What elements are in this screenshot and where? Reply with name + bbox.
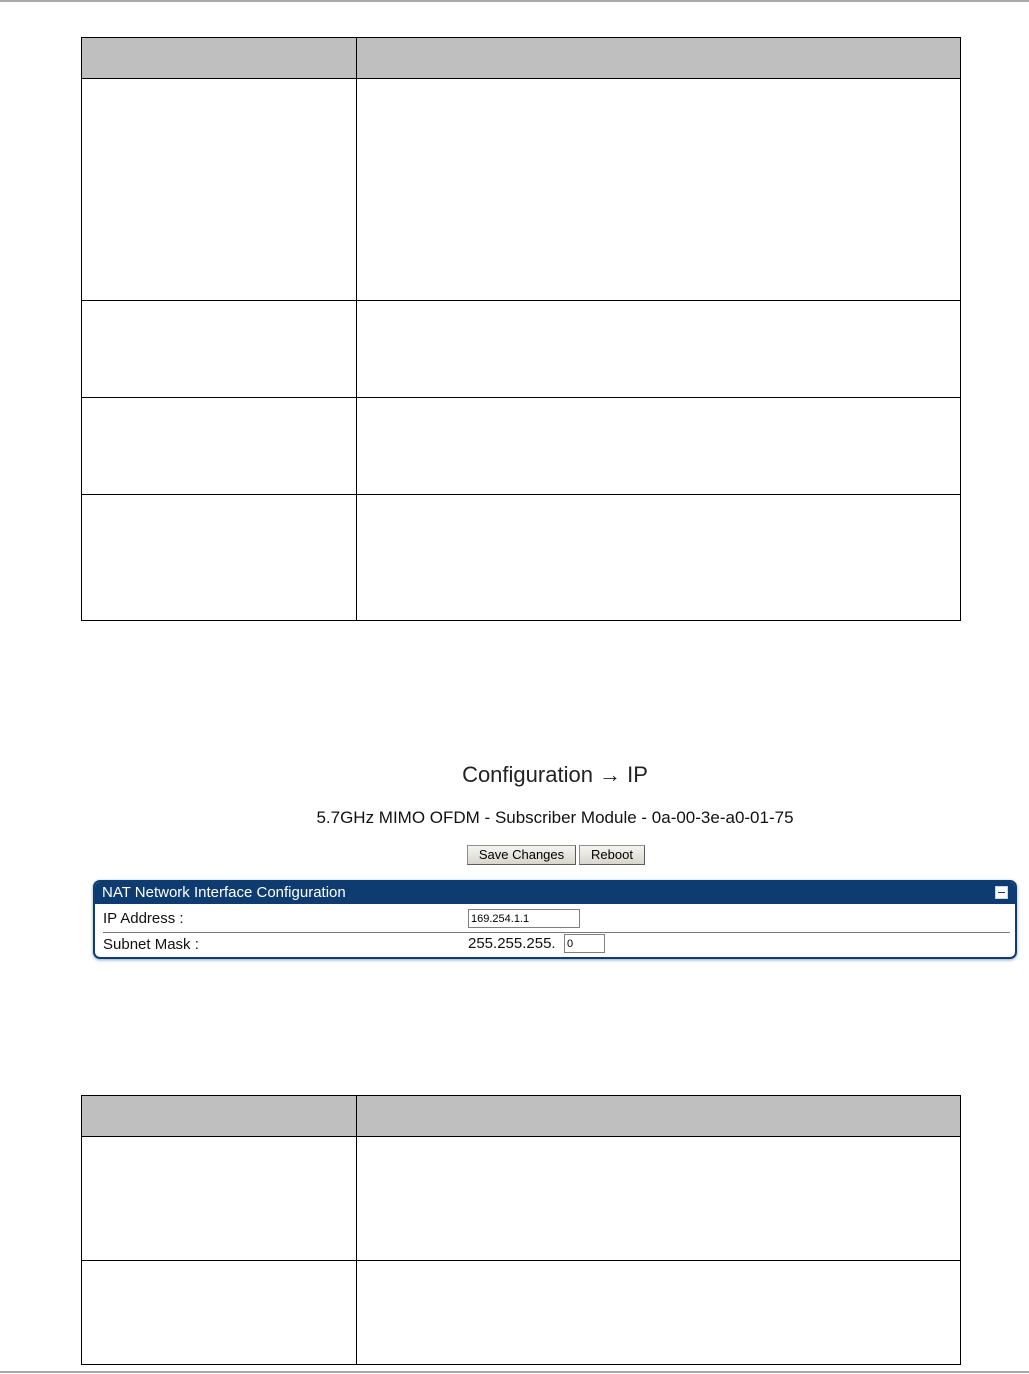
table-cell xyxy=(357,1137,961,1261)
ip-address-label: IP Address : xyxy=(103,910,184,927)
panel-header xyxy=(95,882,1015,904)
table-cell xyxy=(82,301,357,398)
collapse-icon[interactable] xyxy=(995,886,1008,899)
table-cell xyxy=(357,79,961,301)
attribute-table-top xyxy=(81,37,961,621)
table-header-cell-meaning xyxy=(357,38,961,79)
table-header-cell-meaning xyxy=(357,1096,961,1137)
table-row xyxy=(82,1137,961,1261)
subnet-mask-row xyxy=(103,933,1010,958)
table-row xyxy=(82,398,961,495)
table-row xyxy=(82,79,961,301)
table-cell xyxy=(82,1137,357,1261)
table-cell xyxy=(357,1261,961,1365)
table-cell xyxy=(82,1261,357,1365)
nat-interface-panel xyxy=(93,880,1017,959)
table-cell xyxy=(82,79,357,301)
ip-address-input[interactable] xyxy=(468,909,580,928)
table-row xyxy=(82,495,961,621)
page-top-rule xyxy=(0,0,1029,2)
ip-address-row xyxy=(103,907,1010,933)
page-bottom-rule xyxy=(0,1371,1029,1373)
table-header-row xyxy=(82,1096,961,1137)
subnet-mask-prefix: 255.255.255. xyxy=(468,935,556,952)
table-row xyxy=(82,301,961,398)
device-subtitle: 5.7GHz MIMO OFDM - Subscriber Module - 0a-00-3e-a0-01-75 xyxy=(316,808,794,827)
table-row xyxy=(82,1261,961,1365)
table-header-cell-attribute xyxy=(82,38,357,79)
table-cell xyxy=(82,398,357,495)
page-title: Configuration → IP xyxy=(462,762,648,787)
attribute-table-bottom xyxy=(81,1095,961,1365)
table-cell xyxy=(357,495,961,621)
subnet-mask-label: Subnet Mask : xyxy=(103,936,199,953)
save-changes-button[interactable]: Save Changes xyxy=(467,845,576,865)
table-header-row xyxy=(82,38,961,79)
table-cell xyxy=(357,301,961,398)
table-header-cell-attribute xyxy=(82,1096,357,1137)
panel-title: NAT Network Interface Configuration xyxy=(102,884,346,901)
subnet-mask-input[interactable] xyxy=(564,934,605,953)
table-cell xyxy=(357,398,961,495)
table-cell xyxy=(82,495,357,621)
reboot-button[interactable]: Reboot xyxy=(579,845,645,865)
